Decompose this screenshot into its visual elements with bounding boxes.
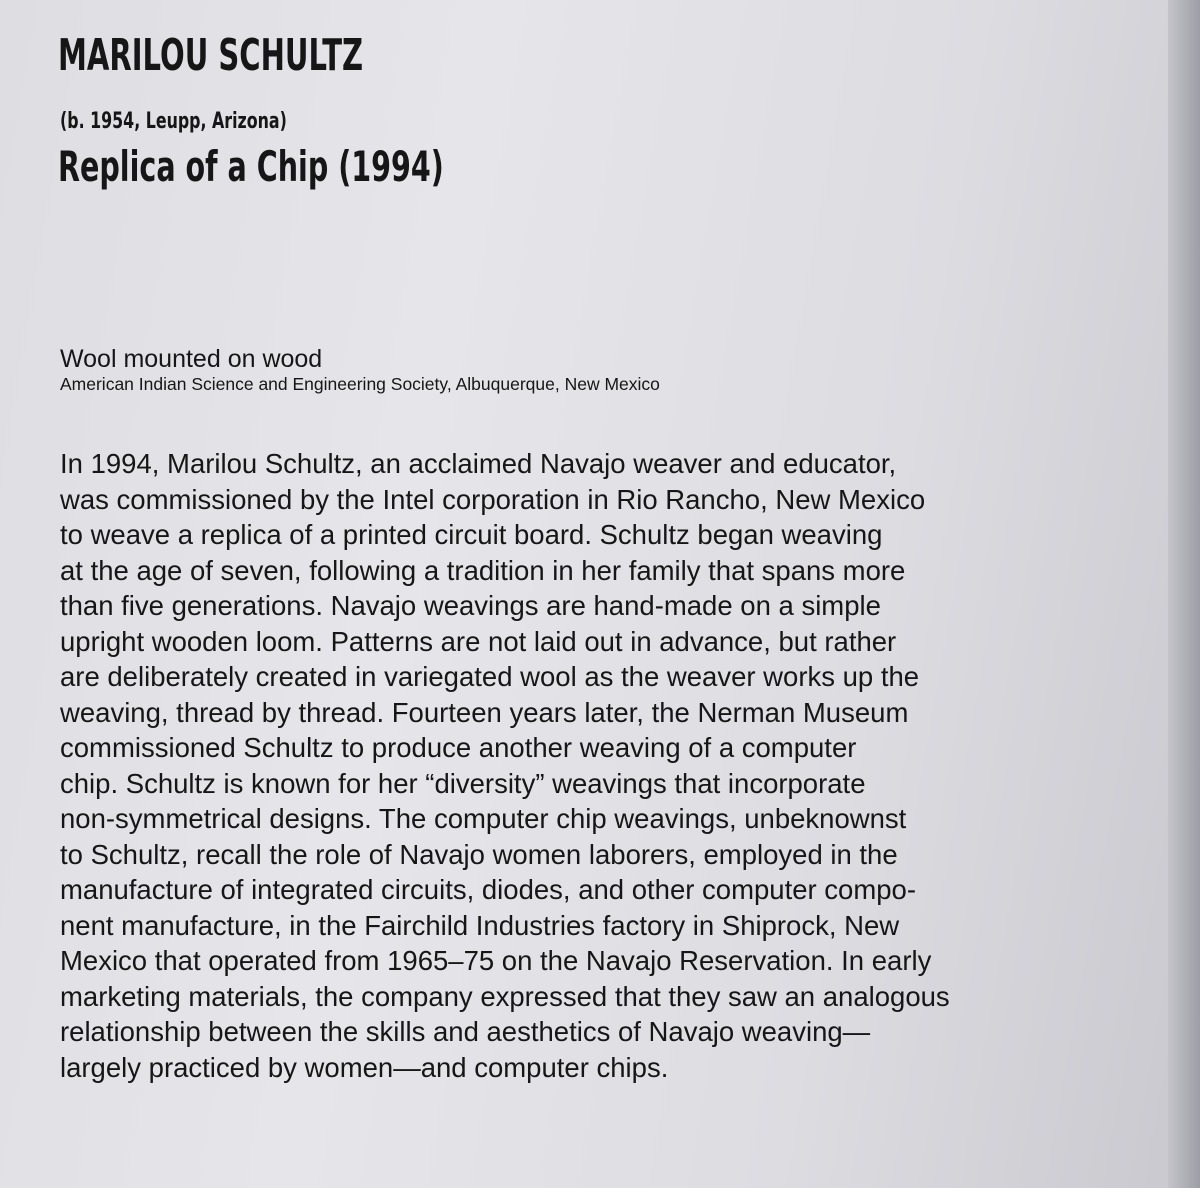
body-line: In 1994, Marilou Schultz, an acclaimed Navajo weaver and educator, [60,448,897,479]
artwork-medium: Wool mounted on wood [60,345,323,373]
body-line: relationship between the skills and aesthetics of Navajo weaving— [60,1016,871,1047]
body-line: largely practiced by women—and computer chips. [60,1051,669,1083]
body-line: Mexico that operated from 1965–75 on the Navajo Reservation. In early [60,945,932,976]
label-body-text [60,446,1150,1085]
body-line: than five generations. Navajo weavings are hand-made on a simple [60,590,881,621]
artist-birth-info: (b. 1954, Leupp, Arizona) [60,109,287,134]
body-line: are deliberately created in variegated wool as the weaver works up the [60,661,920,692]
body-line: was commissioned by the Intel corporation in Rio Rancho, New Mexico [60,483,926,515]
body-line: non-symmetrical designs. The computer chip weavings, unbeknownst [60,803,907,834]
panel-edge [1168,0,1200,1188]
body-line: weaving, thread by thread. Fourteen years later, the Nerman Museum [60,696,909,728]
body-line: to weave a replica of a printed circuit board. Schultz began weaving [60,519,883,550]
body-line: upright wooden loom. Patterns are not laid out in advance, but rather [60,625,897,657]
artwork-title: Replica of a Chip (1994) [58,142,444,191]
body-line: chip. Schultz is known for her “diversity” weavings that incorporate [60,767,866,799]
artist-name: MARILOU SCHULTZ [58,30,364,81]
body-line: at the age of seven, following a tradition in her family that spans more [60,554,906,586]
body-line: commissioned Schultz to produce another weaving of a computer [60,732,857,763]
body-line: manufacture of integrated circuits, diodes, and other computer compo- [60,874,917,905]
body-line: to Schultz, recall the role of Navajo women laborers, employed in the [60,838,898,870]
body-line: marketing materials, the company expressed that they saw an analogous [60,980,950,1012]
artwork-credit: American Indian Science and Engineering Society, Albuquerque, New Mexico [60,374,660,394]
body-line: nent manufacture, in the Fairchild Industries factory in Shiprock, New [60,909,900,941]
